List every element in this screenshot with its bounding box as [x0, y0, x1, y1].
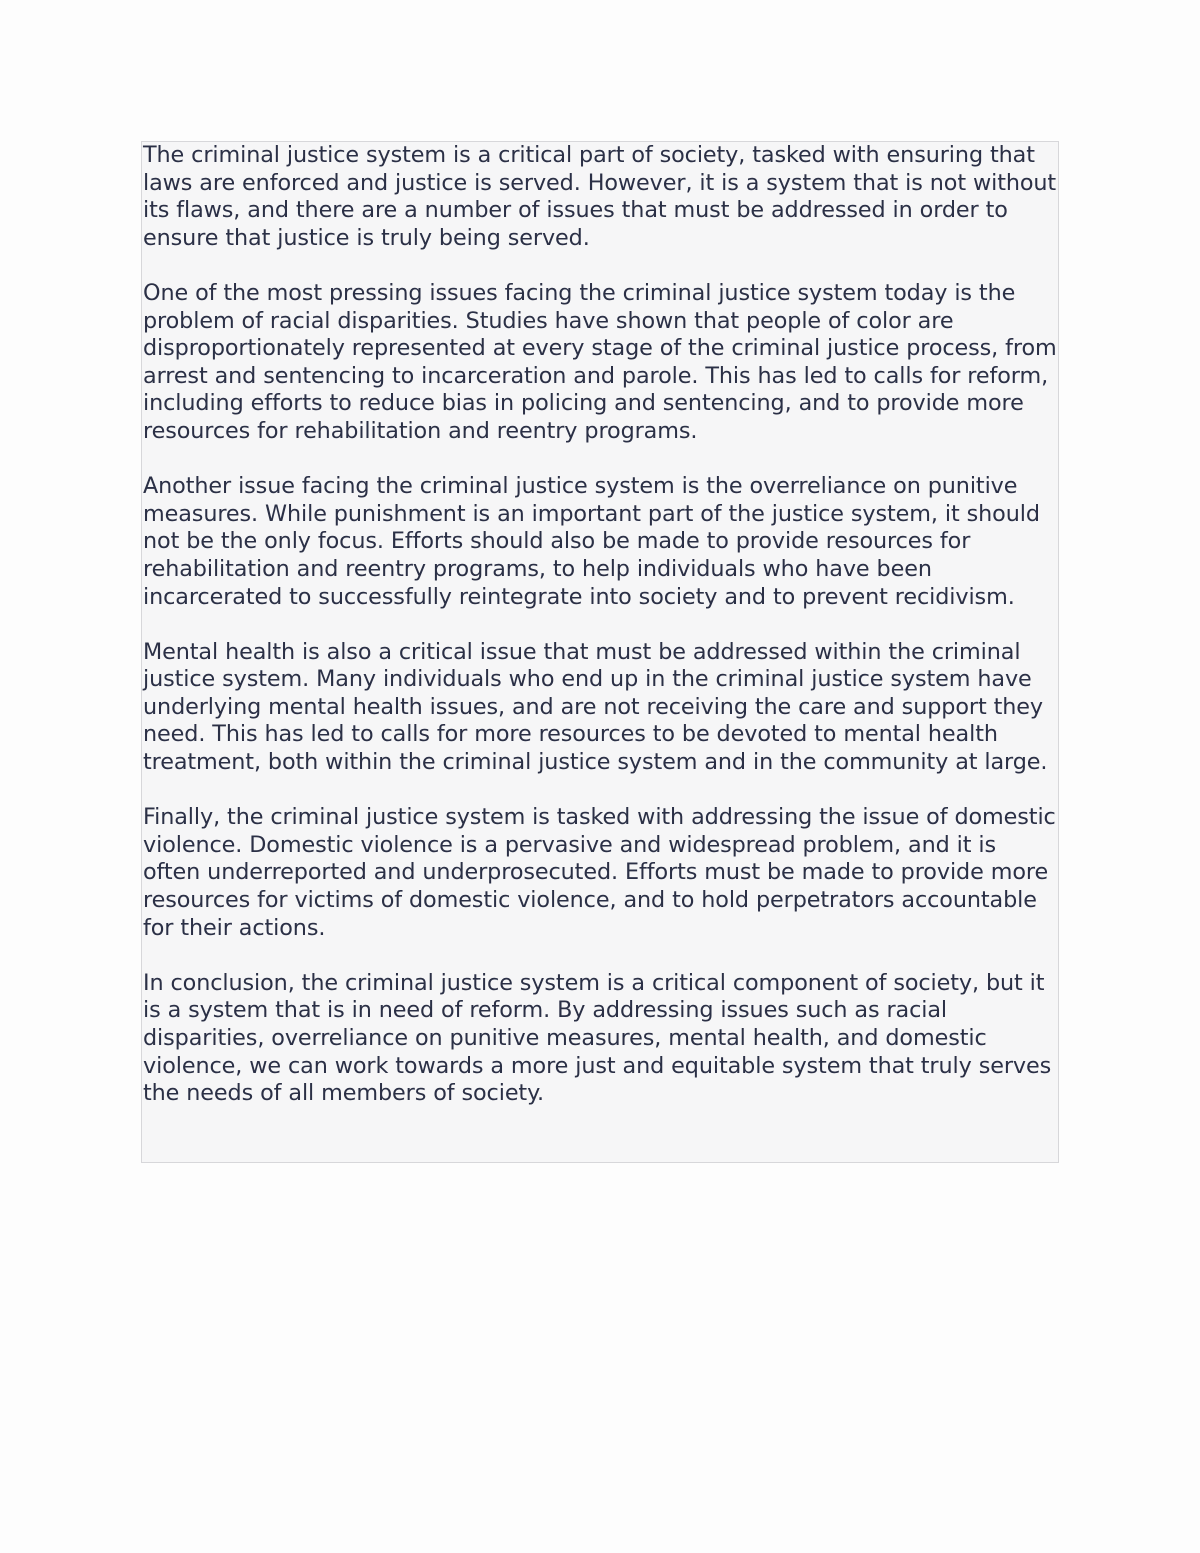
- paragraph-mental-health: Mental health is also a critical issue that must be addressed within the criminal justice system. Many individuals who end up in the criminal justice system have underlying mental health issues, and are not receiving the care and support they need. This has led to calls for more resources to be devoted to mental health treatment, both within the criminal justice system and in the community at large.: [143, 638, 1048, 776]
- paragraph-punitive-measures: Another issue facing the criminal justice system is the overreliance on punitive measures. While punishment is an important part of the justice system, it should not be the only focus. Efforts should also be made to provide resources for rehabilitation and reentry programs, to help individuals who have been incarcerated to successfully reintegrate into society and to prevent recidivism.: [143, 473, 1040, 610]
- paragraph-racial-disparities: One of the most pressing issues facing the criminal justice system today is the problem of racial disparities. Studies have shown that people of color are disproportionately represented at every stage of the criminal justice process, from arrest and sentencing to incarceration and parole. This has led to calls for reform, including efforts to reduce bias in policing and sentencing, and to provide more resources for rehabilitation and reentry programs.: [143, 279, 1057, 444]
- document-text-box: [141, 141, 1059, 1163]
- paragraph-conclusion: In conclusion, the criminal justice system is a critical component of society, but it is a system that is in need of reform. By addressing issues such as racial disparities, overreliance on punitive measures, mental health, and domestic violence, we can work towards a more just and equitable system that truly serves the needs of all members of society.: [143, 969, 1052, 1107]
- paragraph-intro: The criminal justice system is a critical part of society, tasked with ensuring that laws are enforced and justice is served. However, it is a system that is not without its flaws, and there are a number of issues that must be addressed in order to ensure that justice is truly being served.: [143, 142, 1057, 251]
- paragraph-domestic-violence: Finally, the criminal justice system is tasked with addressing the issue of domestic violence. Domestic violence is a pervasive and widespread problem, and it is often underreported and underprosecuted. Efforts must be made to provide more resources for victims of domestic violence, and to hold perpetrators accountable for their actions.: [143, 804, 1056, 941]
